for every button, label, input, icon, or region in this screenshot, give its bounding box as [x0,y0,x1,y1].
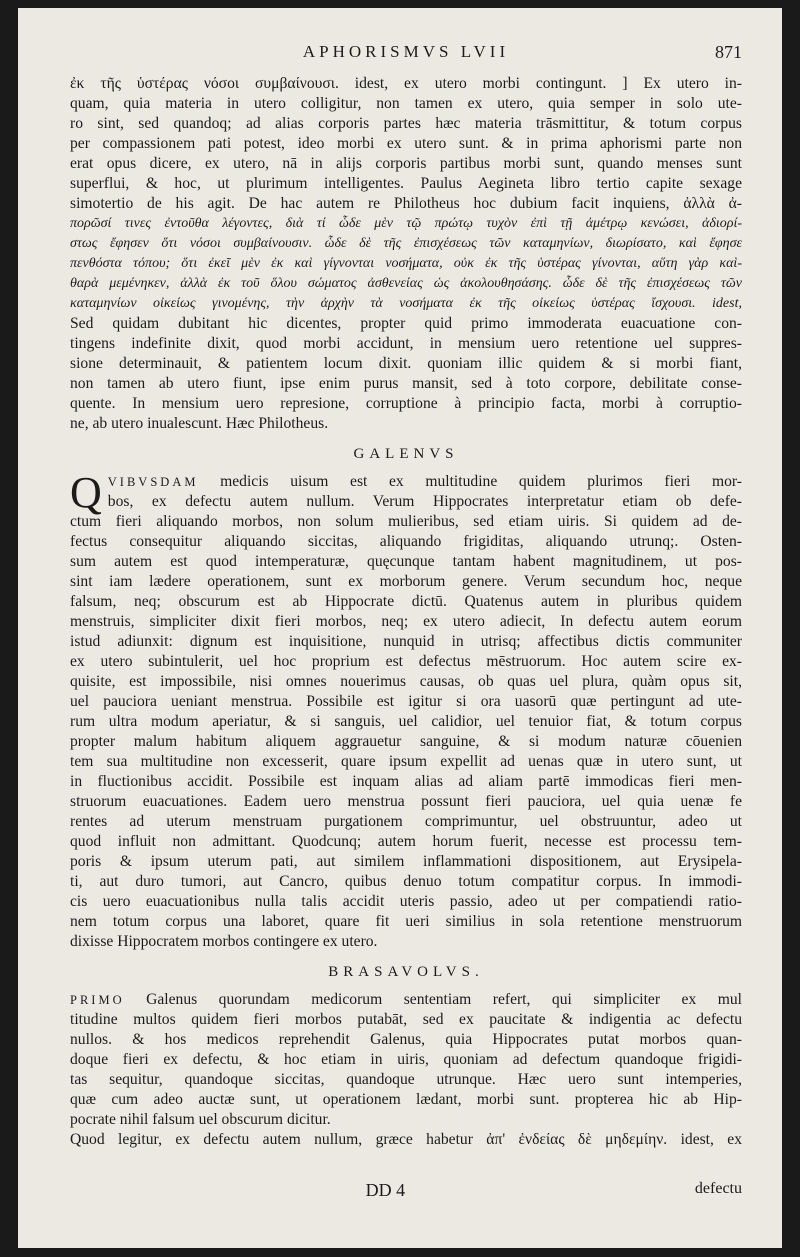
text-line: Sed quidam dubitant hic dicentes, propter quid primo immoderata euacuatione con- [70,315,742,332]
text-line: propter malum habitum aliquem aggrauetur sanguine, & si modum naturæ cōuenien [70,733,742,750]
text-line: struorum euacuationes. Eadem uero menstrua possunt fieri pauciora, uel quia uenæ fe [70,793,742,810]
text-line: cis uero euacuationibus nulla talis accidit uteris passio, adeo ut per compatiendi ratio- [70,893,742,910]
text-line: ctum fieri aliquando morbos, non solum mulieribus, sed etiam uiris. Si quidem ad de- [70,513,742,530]
philotheus-commentary [70,74,742,434]
text-line: nem totum corpus una laboret, quare fit ueri similius in sola retentione menstruorum [70,913,742,930]
page-footer [70,1180,742,1202]
text-line: menstruis, simpliciter dixit fieri morbos, neq; ex utero adiecit, In defectu autem eorum [70,613,742,630]
header-title: APHORISMVS LVII [302,42,510,61]
text-line: ro sint, sed quandoq; ad alias corporis partes hæc materia trāsmittitur, & totum corpus [70,115,742,132]
book-page [18,8,782,1248]
text-line: erat opus dicere, ex utero, nā in alijs corporis partibus morbi sunt, quando menses sunt [70,155,742,172]
brasavolus-commentary [70,990,742,1150]
text-line: rentes ad uterum menstruam purgationem comprimuntur, uel obstruuntur, adeo ut [70,813,742,830]
line-text: medicis uisum est ex multitudine quidem plurimos fieri mor- [198,473,742,490]
text-line: istud adiunxit: dignum est inquisitione, nunquid in utrisq; affectibus dictis communiter [70,633,742,650]
text-line: Quod legitur, ex defectu autem nullum, græce habetur ἀπ' ἐνδείας δὲ μηδεμίην. idest, ex [70,1131,742,1148]
page-number: 871 [715,42,742,62]
text-line: dixisse Hippocratem morbos contingere ex utero. [70,933,378,950]
text-line: ne, ab utero inualescunt. Hæc Philotheus. [70,415,329,432]
text-line: quente. In mensium uero represione, corruptione à principio facta, morbi à corruptio- [70,395,742,412]
text-line: superflui, & hoc, ut plurimum intelligentes. Paulus Aegineta libro tertio capite sexage [70,175,742,192]
text-line: quæ cum adeo auctæ sunt, ut operationem lædant, morbi sunt. propterea hic ab Hip- [70,1091,742,1108]
text-line: rum ultra modum aperiatur, & si sanguis, uel calidior, uel tenuior fiat, & totum corpus [70,713,742,730]
text-line: tingens indefinite dixit, quod morbi accidunt, in mensium uero retentione uel suppres- [70,335,742,352]
text-line: θαρὰ μεμένηκεν, ἀλλὰ ἐκ τοῦ ὅλου σώματος ἀσθενείας ὡς ἀκολουθησάσης. ὧδε δὲ τῆς ἐπισχέσεως τῶν [70,276,742,291]
text-line: sint iam lædere operationem, sunt ex morborum genere. Verum secundum hoc, neque [70,573,742,590]
text-line: ex utero subintulerit, uel hoc proprium est defectus mēstruorum. Hoc autem scire ex- [70,653,742,670]
signature-mark: DD 4 [365,1180,406,1200]
text-line [70,990,742,1010]
page-body [70,74,742,1150]
text-line: πορῶσί τινες ἐντοῦθα λέγοντες, διὰ τί ὧδε μὲν τῷ πρώτῳ τυχὸν ἐπὶ τῇ ἀμέτρῳ κενώσει, ἀδιορί- [70,216,742,231]
text-line: pocrate nihil falsum uel obscurum dicitur. [70,1111,331,1128]
text-line: καταμηνίων οἰκείως γινομένης, τὴν ἀρχὴν τὰ νοσήματα ἐκ τῆς οἰκείως ὑστέρας ἴσχουσι. idest, [70,296,742,311]
text-line: nullos. & hos medicos reprehendit Galenus, quia Hippocrates putat morbos quan- [70,1031,742,1048]
text-line: simotertio de his agit. De hac autem re Philotheus hoc dubium facit inquiens, ἀλλὰ ἀ- [70,195,742,212]
opening-word: PRIMO [70,993,125,1007]
text-line: tas sequitur, quandoque siccitas, quandoque utrunque. Hæc uero sunt intemperies, [70,1071,742,1088]
text-line: ἐκ τῆς ὑστέρας νόσοι συμβαίνουσι. idest, ex utero morbi contingunt. ] Ex utero in- [70,75,742,92]
text-line: per compassionem pati potest, ideo morbi ex utero sunt. & in prima aphorismi parte non [70,135,742,152]
text-line [108,472,742,492]
section-heading-brasavolus: BRASAVOLVS. [328,964,484,980]
text-line: sione determinauit, & patientem locum dixit. quoniam illic quidem & si morbi fiant, [70,355,742,372]
text-line: quisite, est impossibile, nisi omnes nouerimus causas, ob quas uel plura, quàm opus sit, [70,673,742,690]
text-line: quod influit non admittant. Quodcunq; autem horum fuerit, necesse est processu tem- [70,833,742,850]
text-line: uel pauciora ueniant menstrua. Possibile est igitur si ora uasorū quæ pertingunt ad ute- [70,693,742,710]
text-line: στως ἔφησεν ὅτι νόσοι συμβαίνουσιν. ὧδε δὲ τῆς ἐπισχέσεως τῶν καταμηνίων, διωρίσατο, καὶ ἔφησε [70,236,742,251]
text-line: πενθόστα τόπου; ὅτι ἐκεῖ μὲν ἐκ καὶ γίγνονται νοσήματα, οὐκ ἐκ τῆς ὑστέρας γίνονται, αὕτη γὰρ καὶ- [70,256,742,271]
line-text: Galenus quorundam medicorum sententiam refert, qui simpliciter ex mul [124,991,742,1008]
text-line: ti, aut duro tumori, aut Cancro, quibus denuo totum compatitur corpus. In immodi- [70,873,742,890]
galenus-commentary [70,468,742,952]
opening-word: VIBVSDAM [107,475,199,489]
text-line: poris & ipsum uterum pati, aut similem inflammationi dispositionem, aut Erysipela- [70,853,742,870]
text-line: non tamen ab utero fiunt, ipse enim purus mansit, sed à toto corpore, debilitate conse- [70,375,742,392]
text-line: doque fieri ex defectu, & hoc etiam in uiris, quoniam ad defectum quandoque frigidi- [70,1051,742,1068]
text-line: tem sua multitudine non excesserit, quare ipsum expellit ad uenas quæ in utero sunt, ut [70,753,742,770]
text-line: quam, quia materia in utero colligitur, non tamen ex utero, quia semper in solo ute- [70,95,742,112]
drop-cap: Q [70,468,102,517]
text-line: fectus consequitur aliquando siccitas, aliquando frigiditas, aliquando utrunq;. Osten- [70,533,742,550]
text-line: sum autem est quod intemperaturæ, quęcunque tantam habent magnitudinem, ut pos- [70,553,742,570]
text-line: falsum, neq; obscurum est ab Hippocrate dictū. Quatenus autem in pluribus quidem [70,593,742,610]
running-header [70,42,742,70]
text-line: in fluctionibus accidit. Possibile est inquam alias ad aliam partē immodicas fieri men- [70,773,742,790]
text-line: bos, ex defectu autem nullum. Verum Hippocrates interpretatur etiam ob defe- [107,493,742,510]
catchword: defectu [694,1180,742,1197]
text-line: titudine multos quidem fieri morbos putabāt, sed ex paucitate & indigentia ac defectu [70,1011,742,1028]
section-heading-galenus: GALENVS [353,446,459,462]
